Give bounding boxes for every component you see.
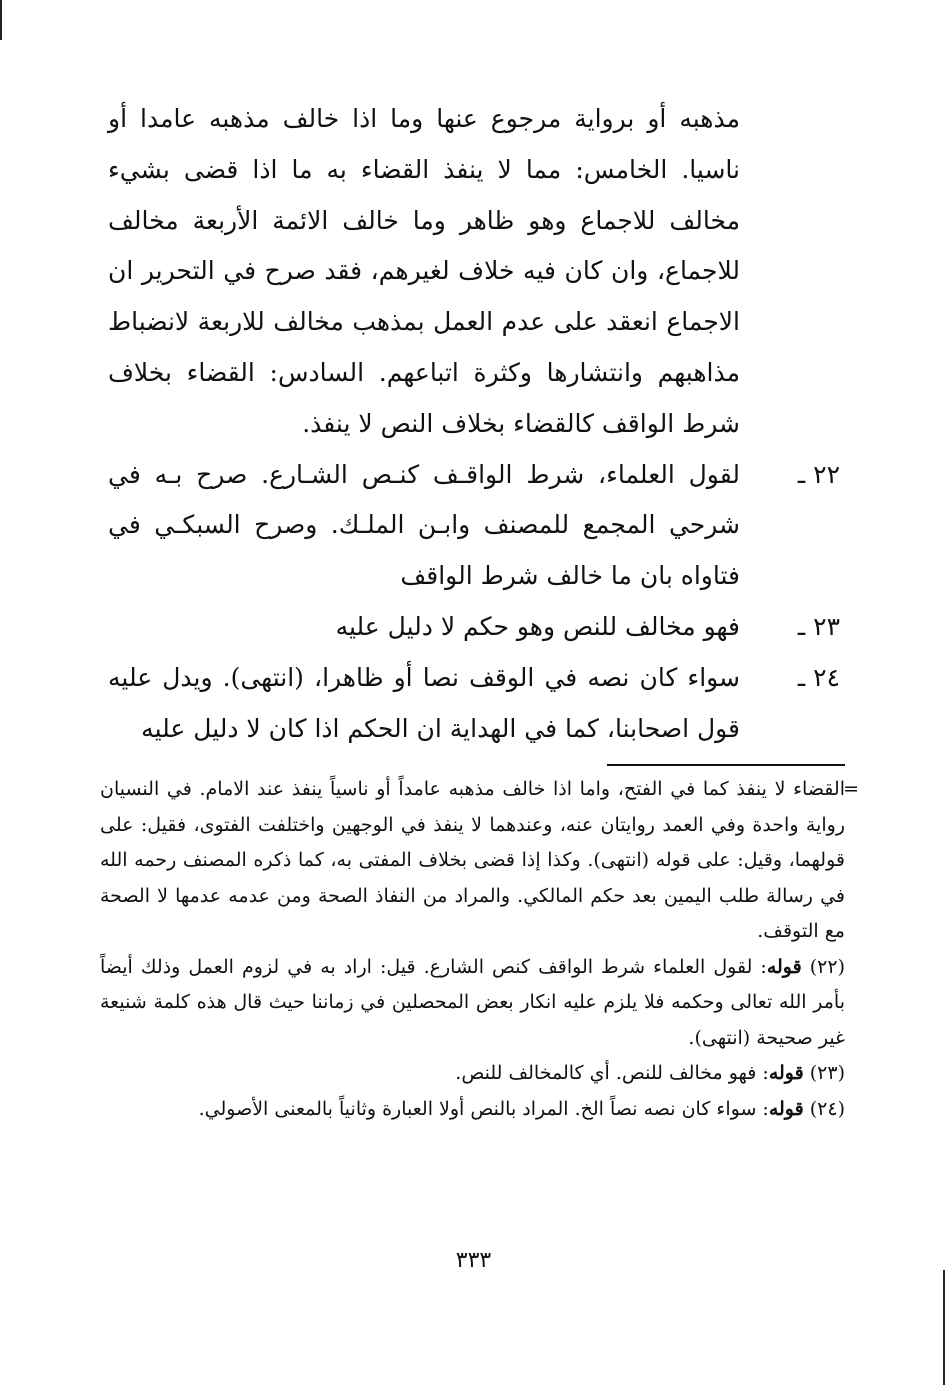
continuation-mark: =	[843, 778, 859, 800]
footnote-23	[100, 1056, 845, 1092]
continuation-text: القضاء لا ينفذ كما في الفتح، واما اذا خالف مذهبه عامداً أو ناسياً ينفذ عند الامام. في النسيان رواية واحدة وفي العمد روايتان عنه، وعندهما لا ينفذ في الوجهين واختلفت الفتوى، فقيل: على قولهما، وقيل: على قوله (انتهى). وكذا إذا قضى بخلاف المفتى به، كما ذكره المصنف رحمه الله في رسالة طلب اليمين بعد حكم المالكي. والمراد من النفاذ الصحة ومن عدمه عدمها لا الصحة مع التوقف.	[100, 778, 845, 942]
item-text: سواء كان نصه في الوقف نصا أو ظاهرا، (انتهى). ويدل عليه قول اصحابنا، كما في الهداية ان الحكم اذا كان لا دليل عليه	[108, 662, 741, 743]
footnote-number: (٢٢)	[809, 955, 845, 978]
main-item-23	[108, 602, 840, 653]
main-text	[108, 94, 840, 754]
item-number: ٢٣ ـ	[797, 611, 840, 641]
footnote-text: : لقول العلماء شرط الواقف كنص الشارع. قيل: اراد به في لزوم العمل وذلك أيضاً بأمر الله تعالى وحكمه فلا يلزم عليه انكار بعض المحصلين في زماننا حيث قال هذه كلمة شنيعة غير صحيحة (انتهى).	[100, 955, 845, 1049]
footnote-number: (٢٤)	[809, 1097, 845, 1120]
footnote-label: قوله	[768, 1097, 804, 1120]
footnote-24	[100, 1092, 845, 1128]
footnote-separator	[607, 764, 845, 766]
page-edge-right	[943, 1270, 945, 1385]
footnote-22	[100, 950, 845, 1057]
item-text: لقول العلماء، شرط الواقـف كنـص الشـارع. صرح بـه في شرحي المجمع للمصنف وابـن الملـك. وصرح السبكـي في فتاواه بان ما خالف شرط الواقف	[108, 459, 740, 591]
item-number: ٢٤ ـ	[797, 662, 840, 692]
footnote-number: (٢٣)	[809, 1062, 845, 1084]
page-number: ٣٣٣	[455, 1248, 492, 1273]
footnote-text: : فهو مخالف للنص. أي كالمخالف للنص.	[455, 1062, 769, 1084]
footnote-label: قوله	[768, 1062, 804, 1084]
main-paragraph: مذهبه أو برواية مرجوع عنها وما اذا خالف مذهبه عامدا أو ناسيا. الخامس: مما لا ينفذ القضاء به ما اذا قضى بشيء مخالف للاجماع وهو ظاهر وما خالف الائمة الأربعة مخالف للاجماع، وان كان فيه خلاف لغيرهم، فقد صرح في التحرير ان الاجماع انعقد على عدم العمل بمذهب مخالف للاربعة لانضباط مذاهبهم وانتشارها وكثرة اتباعهم. السادس: القضاء بخلاف شرط الواقف كالقضاء بخلاف النص لا ينفذ.	[108, 104, 740, 438]
page-edge-left	[0, 0, 2, 40]
footnotes	[100, 772, 859, 1127]
item-text: فهو مخالف للنص وهو حكم لا دليل عليه	[335, 611, 740, 641]
footnote-label: قوله	[766, 955, 802, 978]
footnote-text: : سواء كان نصه نصاً الخ. المراد بالنص أولا العبارة وثانياً بالمعنى الأصولي.	[198, 1097, 769, 1120]
main-item-22	[108, 450, 840, 602]
item-number: ٢٢ ـ	[797, 459, 840, 489]
footnote-continuation	[100, 772, 859, 950]
main-item-24	[108, 653, 840, 755]
